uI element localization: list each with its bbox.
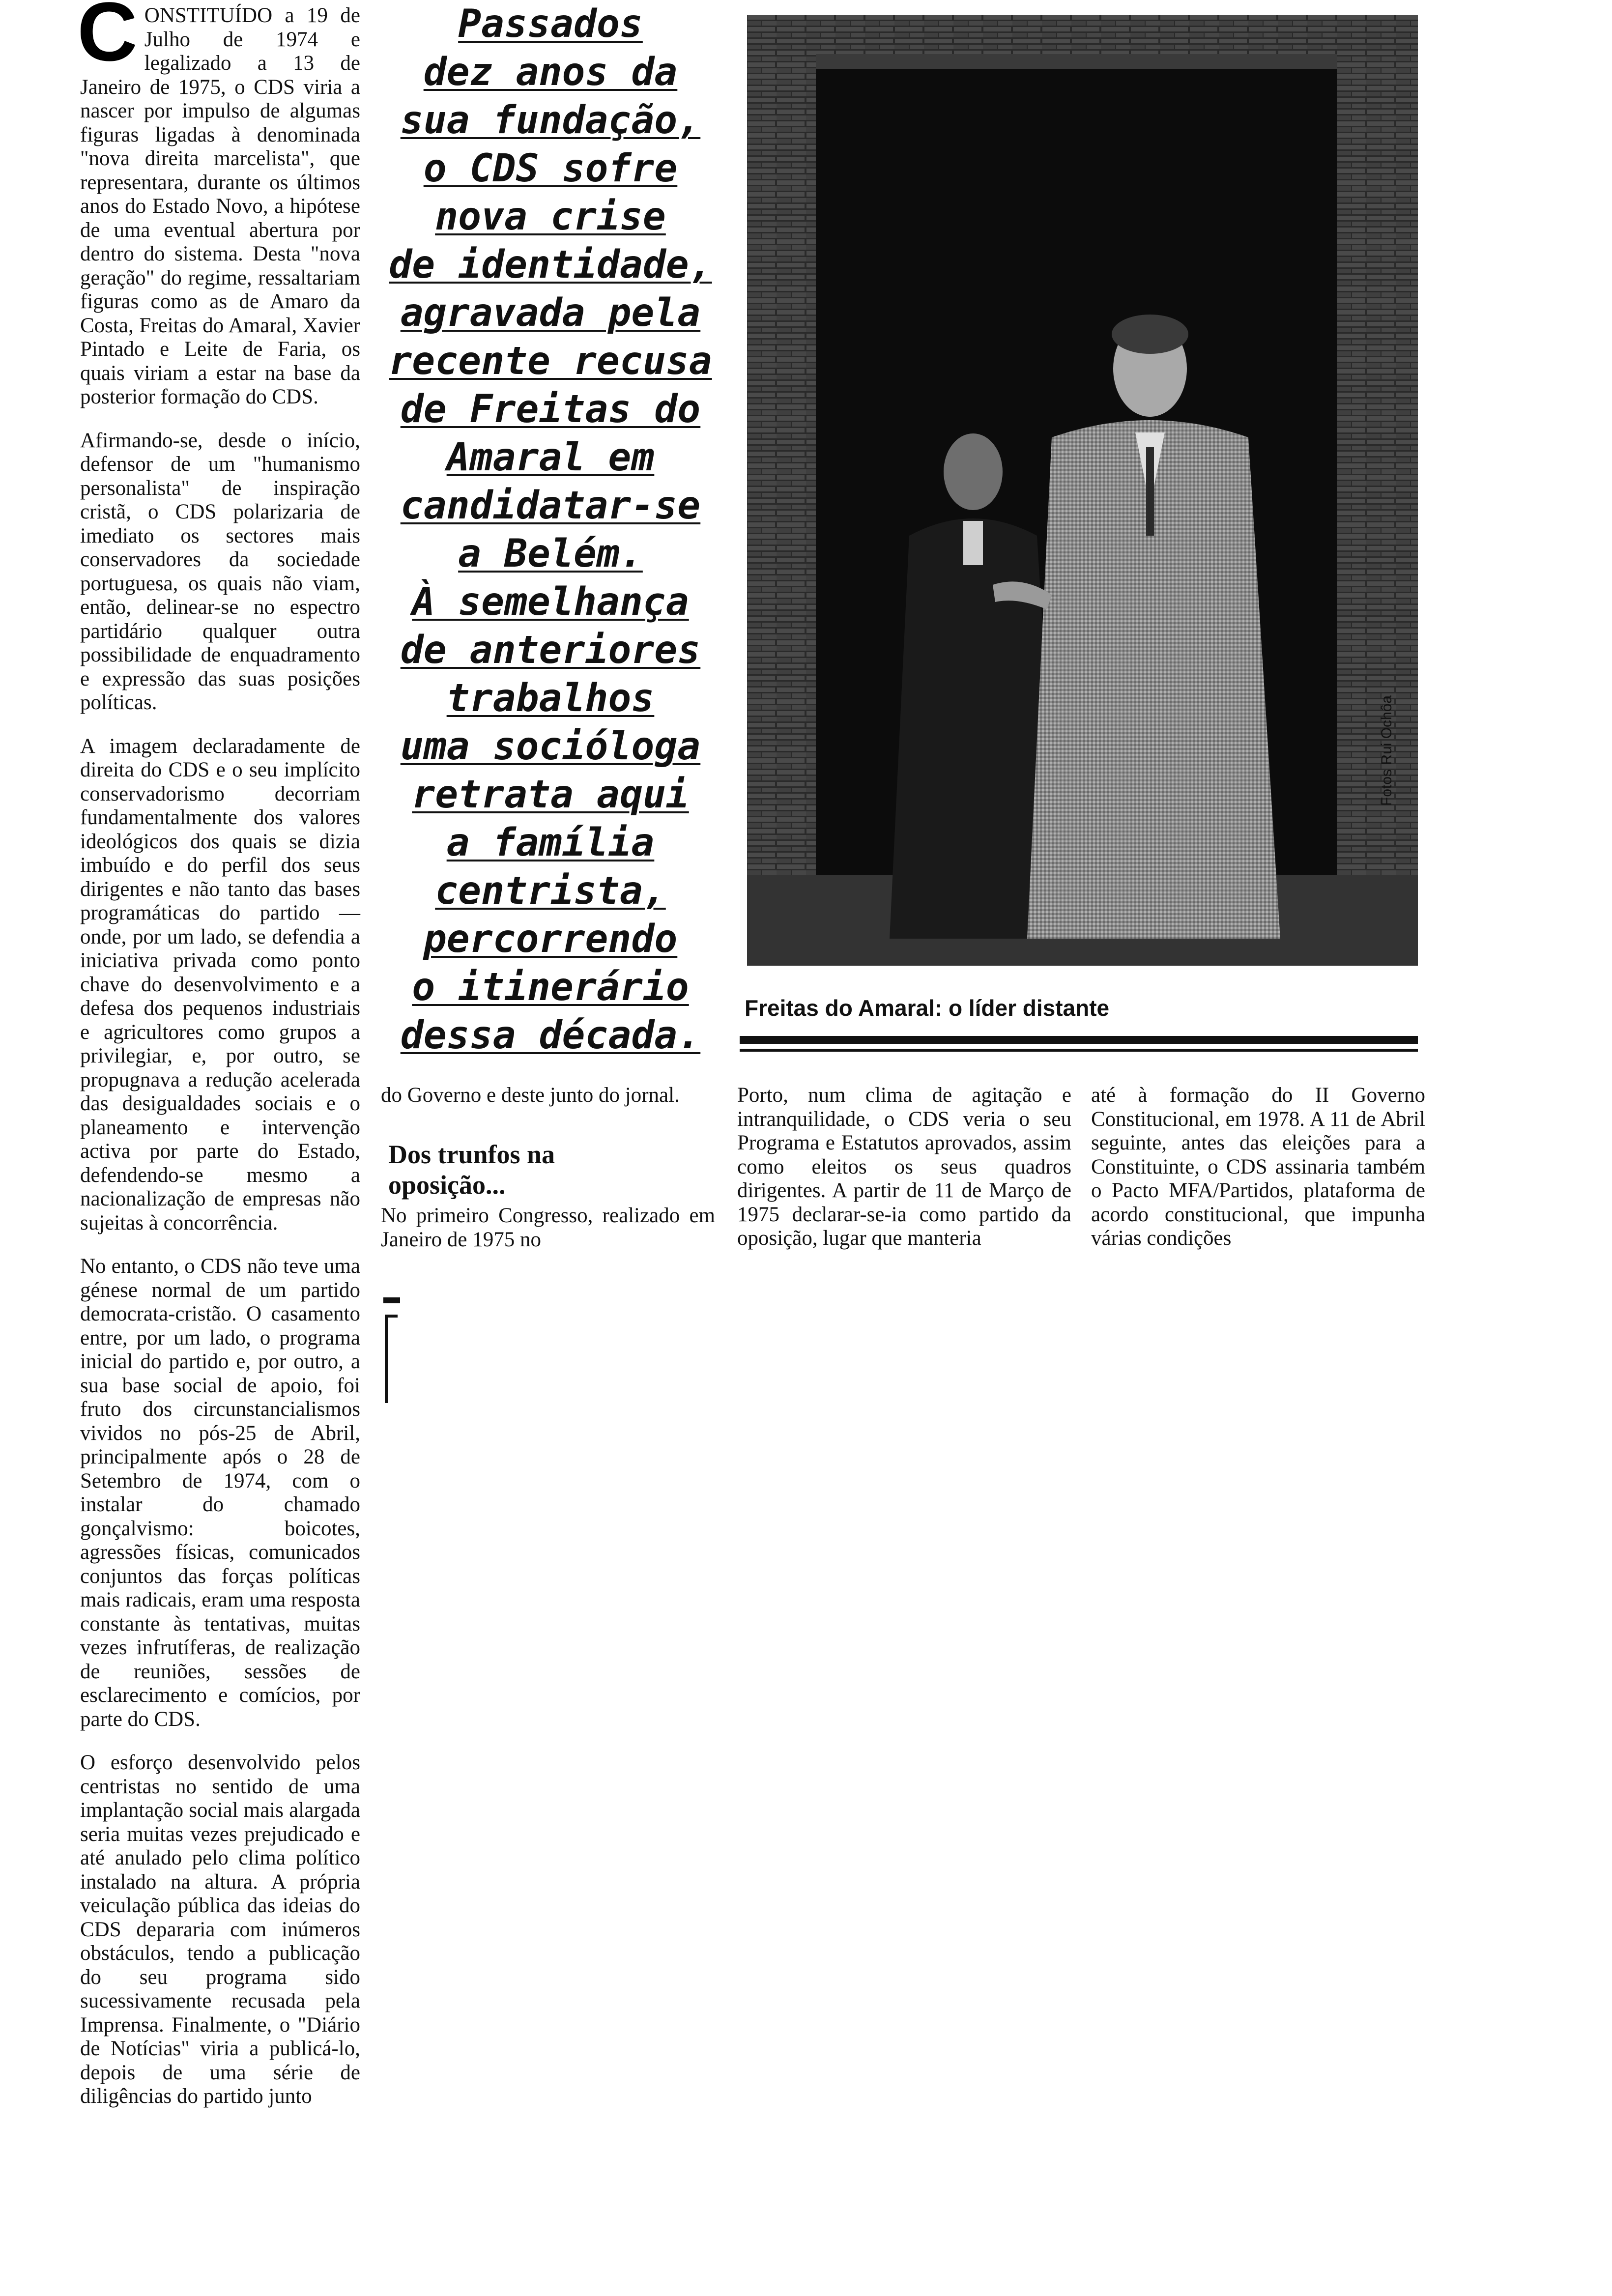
headline-line: percorrendo: [423, 917, 678, 961]
headline-line: recente recusa: [389, 339, 712, 383]
photo: [747, 15, 1418, 966]
paragraph: No entanto, o CDS não teve uma génese normal de um partido democrata-cristão. O casamento entre, por um lado, o programa inicial do partido e, por outro, a sua base social de apoio, foi fruto dos circunstancialismos vividos no pós-25 de Abril, principalmente após o 28 de Setembro de 1974, com o instalar do chamado gonçalvismo: boicotes, agressões físicas, comunicados conjuntos das forças políticas mais radicais, eram uma resposta constante às tentativas, muitas vezes infrutíferas, de realização de reuniões, sessões de esclarecimento e comícios, por parte do CDS.: [80, 1255, 360, 1731]
headline-line: nova crise: [435, 195, 666, 239]
headline-line: de anteriores: [400, 628, 701, 672]
headline-line: retrata aqui: [412, 773, 689, 817]
paragraph: O esforço desenvolvido pelos centristas no sentido de uma implantação social mais alargada seria muitas vezes prejudicado e até anulado pelo clima político instalado na altura. A própria veiculação pública das ideias do CDS depararia com inúmeros obstáculos, tendo a publicação do seu programa sido sucessivamente recusada pela Imprensa. Finalmente, o "Diário de Notícias" viria a publicá-lo, depois de uma série de diligências do partido junto: [80, 1751, 360, 2108]
paragraph: [77, 0, 360, 409]
headline-line: o CDS sofre: [423, 146, 678, 191]
paragraph: No primeiro Congresso, realizado em Janeiro de 1975 no: [381, 1204, 715, 1251]
headline-line: Passados: [458, 2, 643, 46]
photo-image: [747, 15, 1418, 966]
subheading: Dos trunfos na oposição...: [388, 1140, 555, 1200]
photo-caption: Freitas do Amaral: o líder distante: [745, 995, 1110, 1021]
divider-rule: [740, 1049, 1418, 1052]
headline-line: dez anos da: [423, 50, 678, 94]
headline-line: candidatar-se: [400, 484, 701, 528]
column-1: [77, 0, 360, 2128]
paragraph: Porto, num clima de agitação e intranquilidade, o CDS veria o seu Programa e Estatutos aprovados, assim como eleitos os seus quadros dirigentes. A partir de 11 de Março de 1975 declarar-se-ia como partido da oposição, lugar que manteria: [737, 1084, 1071, 1250]
headline-line: uma socióloga: [400, 724, 701, 769]
headline-line: agravada pela: [400, 291, 701, 335]
paragraph: do Governo e deste junto do jornal.: [381, 1084, 680, 1107]
paragraph: A imagem declaradamente de direita do CDS e o seu implícito conservadorismo decorriam fundamentalmente dos valores ideológicos dos quais se dizia imbuído e do perfil dos seus dirigentes e não tanto das bases programáticas do partido — onde, por um lado, se defendia a iniciativa privada como ponto chave do desenvolvimento e a defesa dos pequenos industriais e agricultores como grupos a privilegiar, e, por outro, se propugnava a redução acelerada das desigualdades sociais e o planeamento e intervenção activa por parte do Estado, defendendo-se mesmo a nacionalização de empresas não sujeitas à concorrência.: [80, 734, 360, 1234]
headline-line: dessa década.: [400, 1013, 701, 1058]
column-marker: [383, 1297, 400, 1303]
photo-credit: Fotos Rui Ochôa: [1379, 695, 1395, 806]
headline-line: Amaral em: [446, 435, 655, 480]
column-4: [1091, 1084, 1425, 1270]
headline: [378, 0, 722, 1060]
column-marker: [385, 1315, 388, 1403]
paragraph: Afirmando-se, desde o início, defensor de um "humanismo personalista" de inspiração cristã, o CDS polarizaria de imediato os sectores mais conservadores da sociedade portuguesa, os quais não viam, então, delinear-se no espectro partidário qualquer outra possibilidade de enquadramento e expressão das suas posições políticas.: [80, 429, 360, 714]
headline-line: trabalhos: [446, 676, 655, 720]
headline-line: sua fundação,: [400, 98, 701, 143]
headline-line: À semelhança: [412, 580, 689, 624]
paragraph: até à formação do II Governo Constitucional, em 1978. A 11 de Abril seguinte, antes das eleições para a Constituinte, o CDS assinaria também o Pacto MFA/Partidos, plataforma de acordo constitucional, que impunha várias condições: [1091, 1084, 1425, 1250]
headline-line: de Freitas do: [400, 387, 701, 431]
headline-line: de identidade,: [389, 243, 712, 287]
headline-line: o itinerário: [412, 965, 689, 1009]
column-3: [737, 1084, 1071, 1270]
headline-line: a Belém.: [458, 532, 643, 576]
paragraph-text: ONSTITUÍDO a 19 de Julho de 1974 e legalizado a 13 de Janeiro de 1975, o CDS viria a nascer por impulso de algumas figuras ligadas à denominada "nova direita marcelista", que representara, durante os últimos anos do Estado Novo, a hipótese de uma eventual abertura por dentro do sistema. Desta "nova geração" do regime, ressaltariam figuras como as de Amaro da Costa, Freitas do Amaral, Xavier Pintado e Leite de Faria, os quais viriam a estar na base da posterior formação do CDS.: [80, 4, 360, 408]
column-marker: [385, 1315, 398, 1318]
headline-line: centrista,: [435, 869, 666, 913]
drop-cap: C: [77, 0, 138, 79]
divider-rule: [740, 1036, 1418, 1044]
headline-line: a família: [446, 821, 655, 865]
